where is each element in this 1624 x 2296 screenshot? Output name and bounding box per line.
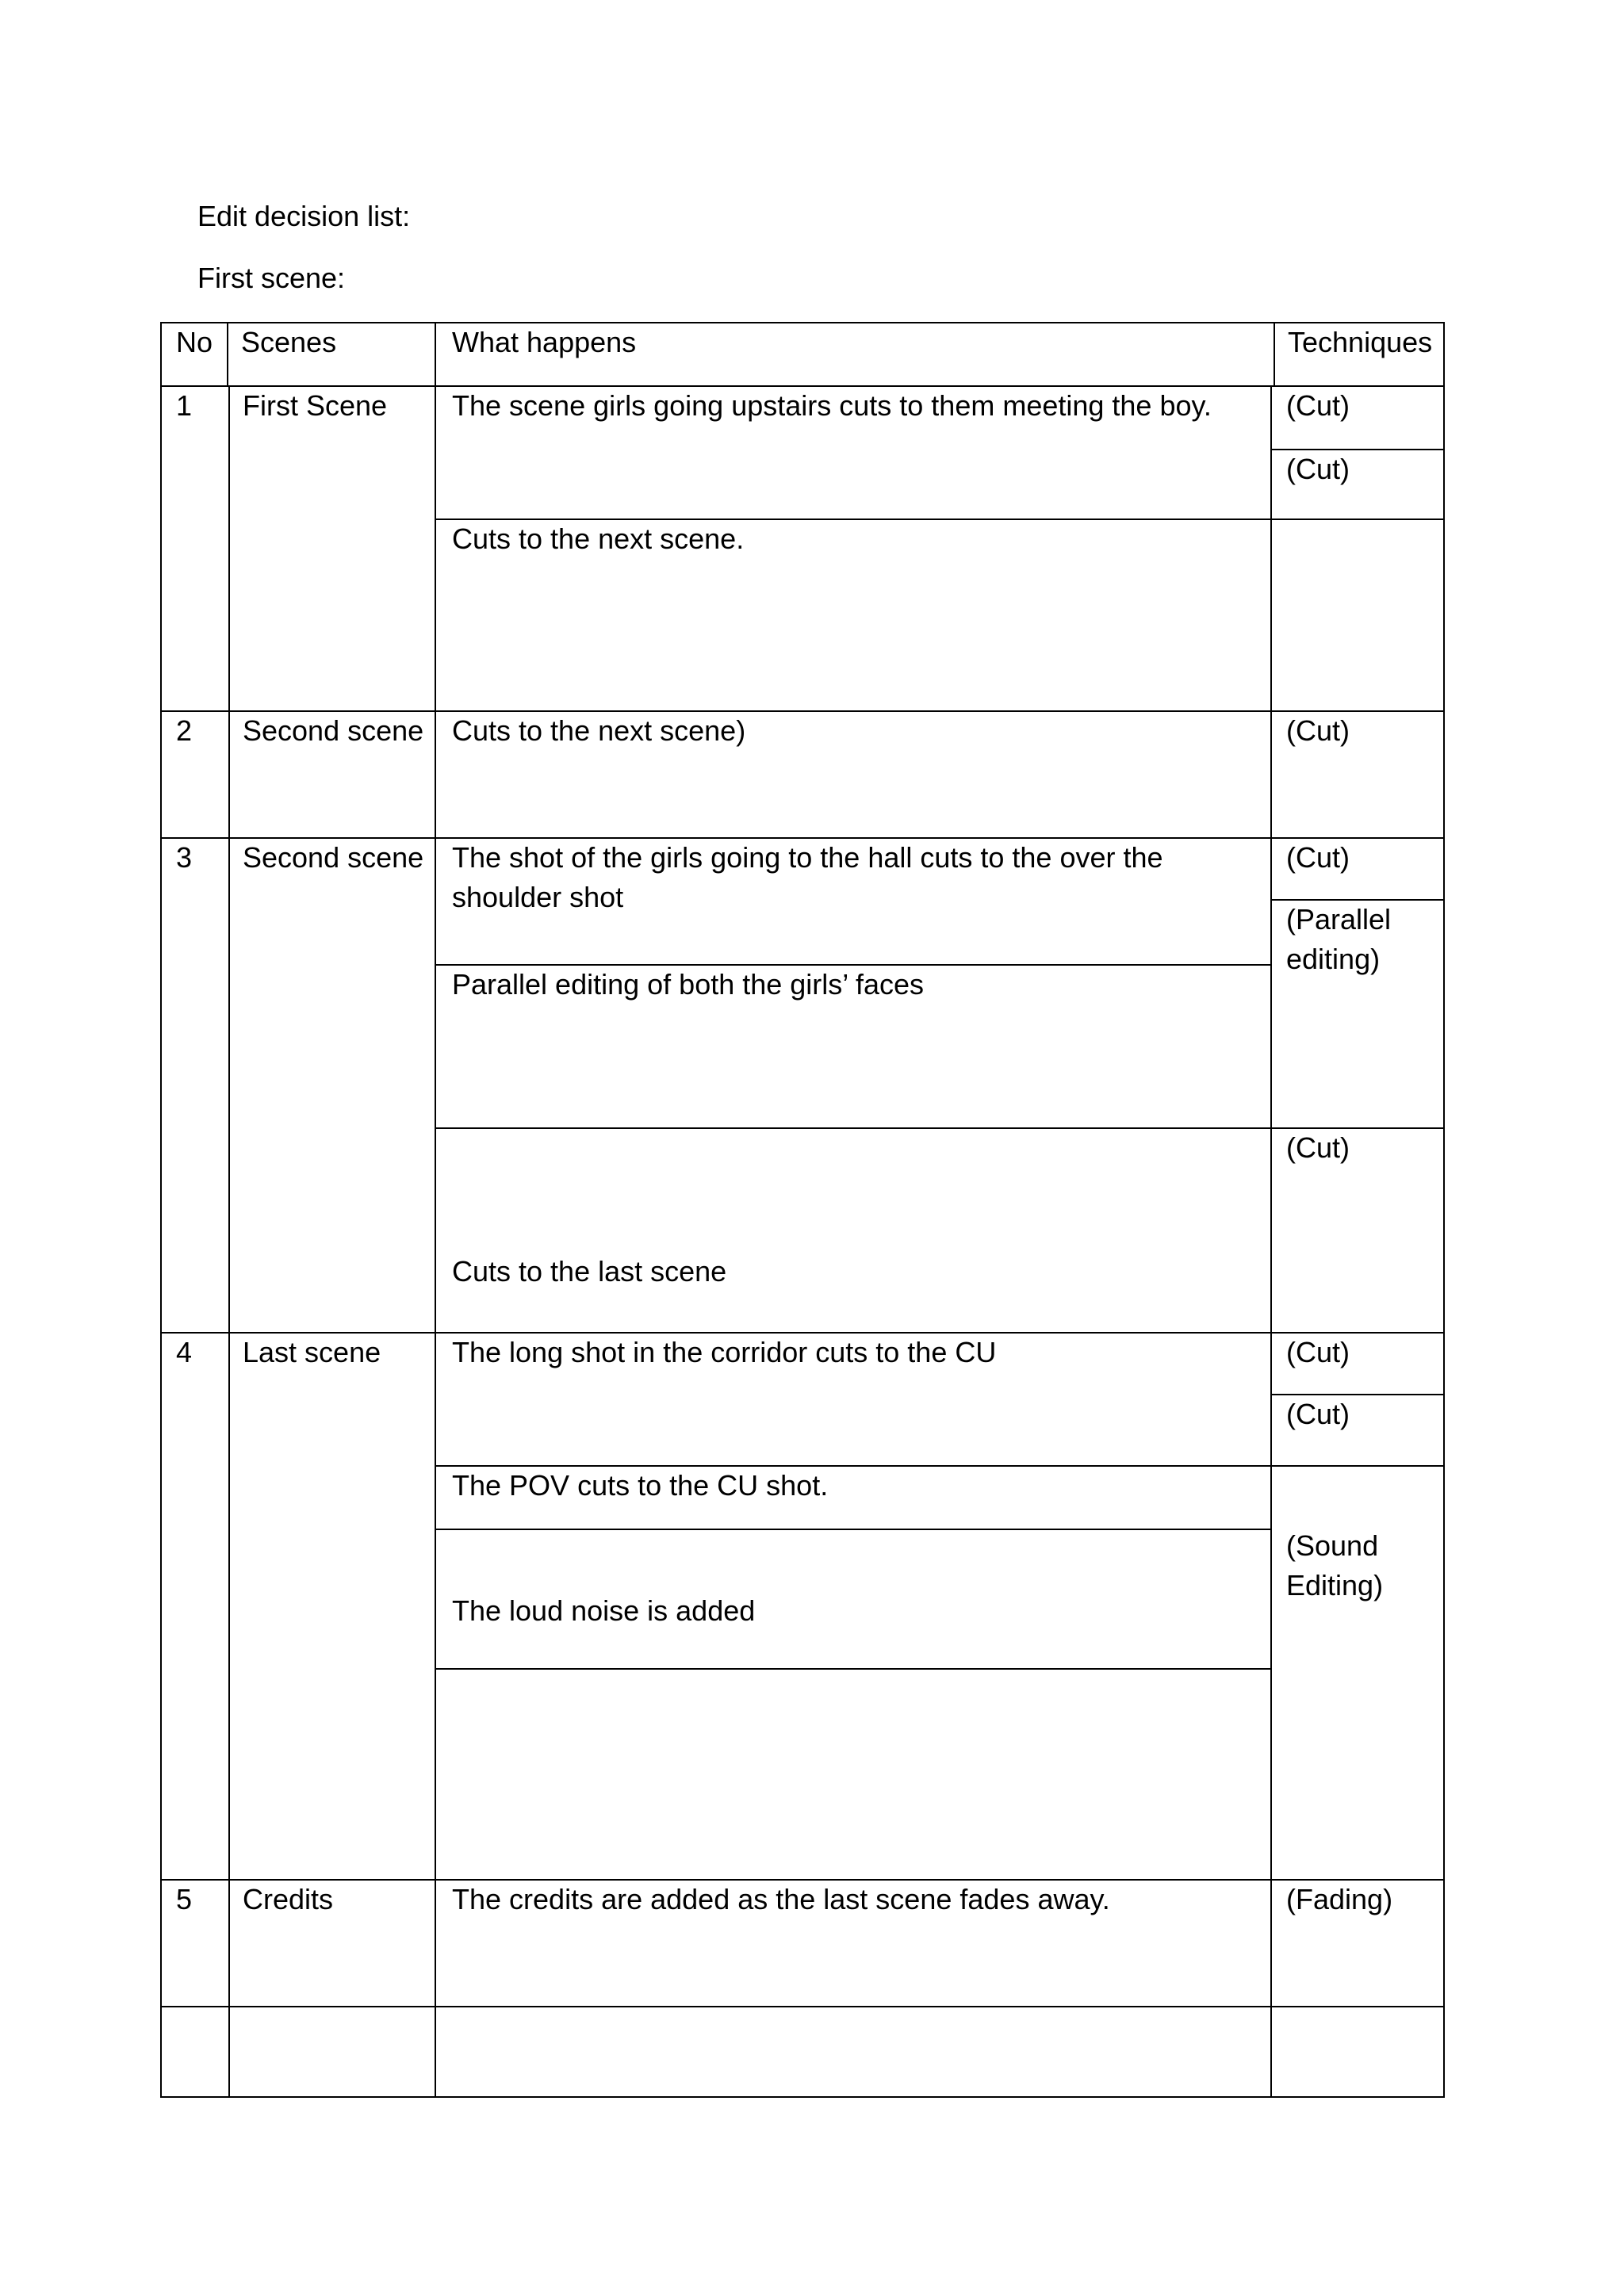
row-1-event-2: Cuts to the next scene. [452, 522, 745, 555]
row-3-event-1: The shot of the girls going to the hall cuts to the over the shoulder shot [452, 841, 1163, 913]
column-divider-no [227, 322, 228, 385]
document-title: Edit decision list: [197, 200, 411, 232]
table-border-left [160, 322, 162, 2098]
row-3-no: 3 [176, 841, 193, 874]
subrow-divider [435, 1529, 1272, 1530]
row-1-technique-2: (Cut) [1286, 453, 1350, 485]
row-divider [160, 2006, 1445, 2007]
document-subtitle: First scene: [197, 262, 346, 294]
header-scenes: Scenes [241, 326, 337, 358]
row-2-technique-1: (Cut) [1286, 714, 1350, 747]
row-5-scene: Credits [243, 1883, 334, 1915]
header-what-happens: What happens [452, 326, 637, 358]
subrow-divider [435, 1127, 1272, 1129]
row-3-technique-2: (Parallel editing) [1286, 903, 1392, 975]
row-4-technique-2: (Cut) [1286, 1398, 1350, 1430]
row-4-technique-1: (Cut) [1286, 1336, 1350, 1368]
header-no: No [176, 326, 213, 358]
row-1-technique-1: (Cut) [1286, 389, 1350, 422]
row-2-scene: Second scene [243, 714, 424, 747]
row-4-event-1: The long shot in the corridor cuts to the CU [452, 1336, 997, 1368]
row-1-event-1: The scene girls going upstairs cuts to them meeting the boy. [452, 389, 1212, 422]
row-3-event-3: Cuts to the last scene [452, 1255, 727, 1288]
row-5-no: 5 [176, 1883, 193, 1915]
row-2-no: 2 [176, 714, 193, 747]
column-divider-what-happens [1274, 322, 1275, 385]
subrow-divider [435, 1668, 1272, 1670]
row-3-event-2: Parallel editing of both the girls’ faces [452, 968, 925, 1001]
row-4-scene: Last scene [243, 1336, 381, 1368]
column-divider-no [228, 385, 230, 2098]
row-3-technique-1: (Cut) [1286, 841, 1350, 874]
row-2-event-1: Cuts to the next scene) [452, 714, 746, 747]
table-border-bottom [160, 2096, 1445, 2098]
row-5-event-1: The credits are added as the last scene fades away. [452, 1883, 1110, 1915]
row-4-no: 4 [176, 1336, 193, 1368]
header-techniques: Techniques [1288, 326, 1433, 358]
table-border-right [1443, 322, 1445, 2098]
column-divider-scenes [435, 322, 436, 2098]
row-3-technique-3: (Cut) [1286, 1131, 1350, 1164]
technique-divider [1270, 519, 1445, 520]
row-4-technique-3: (Sound Editing) [1286, 1529, 1384, 1601]
row-4-event-3: The loud noise is added [452, 1594, 756, 1627]
row-5-technique-1: (Fading) [1286, 1883, 1393, 1915]
row-3-scene: Second scene [243, 841, 424, 874]
row-1-no: 1 [176, 389, 193, 422]
row-4-event-2: The POV cuts to the CU shot. [452, 1469, 829, 1502]
row-1-scene: First Scene [243, 389, 388, 422]
technique-divider [1270, 1465, 1445, 1467]
table-border-top [160, 322, 1445, 323]
column-divider-what-happens [1270, 385, 1272, 2098]
